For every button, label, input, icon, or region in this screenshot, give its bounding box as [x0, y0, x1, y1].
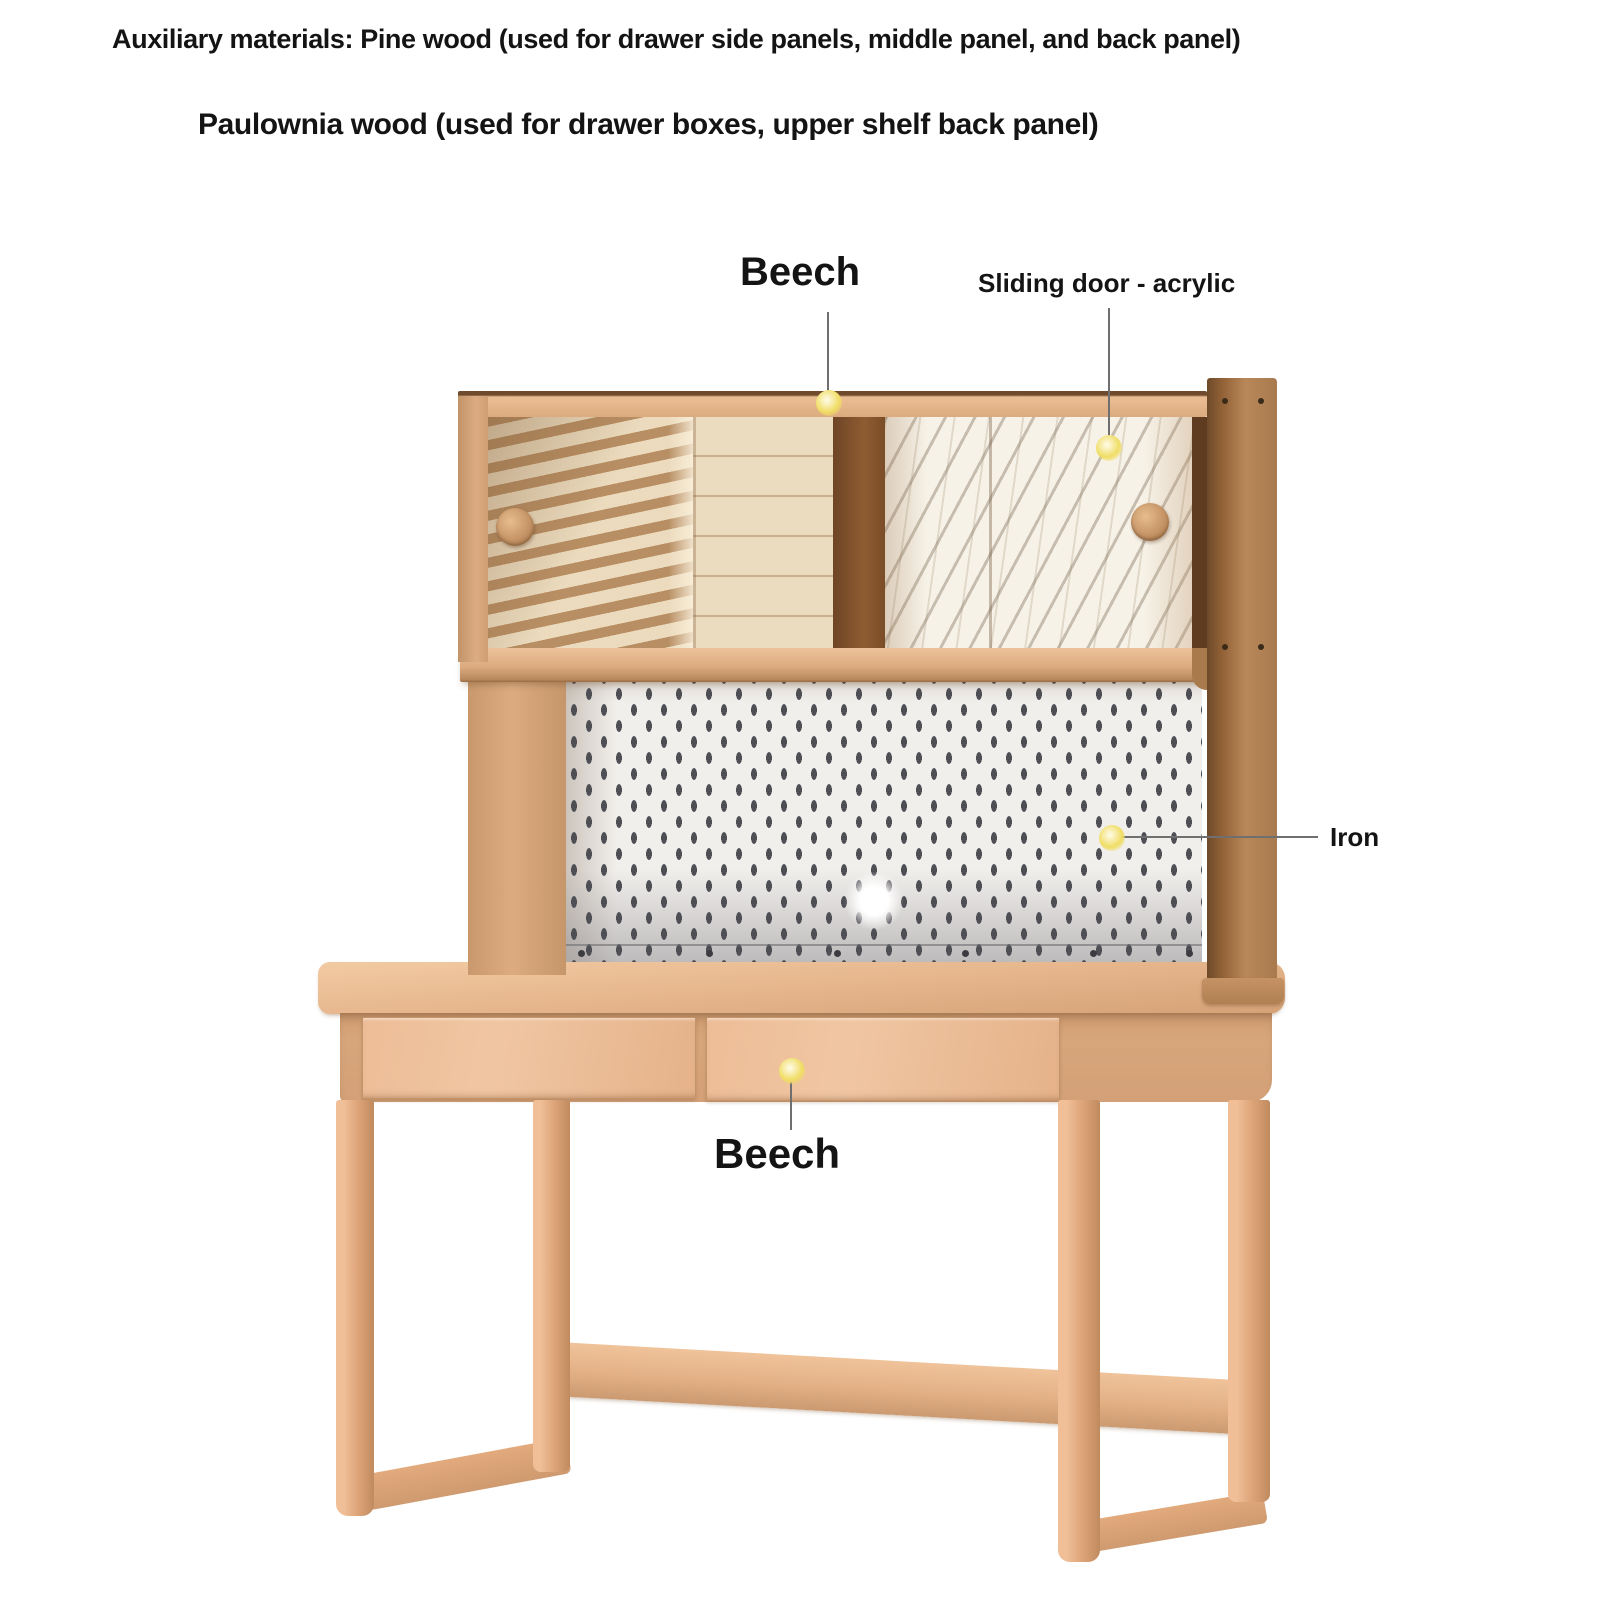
- sliding-door-cabinet: [486, 417, 1192, 648]
- pegboard-bottom-trim: [566, 944, 1202, 946]
- drawer-left: [362, 1017, 696, 1099]
- leader-line-beech-bottom: [790, 1082, 792, 1130]
- hutch-left-stile: [458, 396, 488, 662]
- header-auxiliary-materials: Auxiliary materials: Pine wood (used for drawer side panels, middle panel, and back panel): [112, 24, 1241, 54]
- header-paulownia: Paulownia wood (used for drawer boxes, upper shelf back panel): [198, 108, 1099, 141]
- cabinet-interior-back-panel: [693, 417, 833, 648]
- pegboard-screw: [578, 950, 585, 957]
- label-beech-top: Beech: [740, 250, 861, 294]
- panel-screw: [1222, 398, 1228, 404]
- panel-screw: [1258, 644, 1264, 650]
- reflection-seam: [989, 417, 992, 648]
- right-panel-base: [1202, 978, 1284, 1004]
- inner-right-leg: [1058, 1100, 1100, 1562]
- marker-dot-beech-bottom: [779, 1058, 805, 1084]
- drawer-right: [706, 1017, 1060, 1101]
- sliding-door-left-knob: [496, 508, 534, 546]
- sliding-door-right-knob: [1131, 503, 1169, 541]
- pegboard-screw: [962, 950, 969, 957]
- outer-right-leg: [1228, 1100, 1270, 1502]
- front-left-leg: [336, 1100, 374, 1516]
- leader-line-iron: [1122, 836, 1318, 838]
- marker-dot-iron: [1099, 825, 1125, 851]
- pegboard-light-reflection: [845, 872, 903, 930]
- marker-dot-sliding-door: [1096, 435, 1122, 461]
- right-panel-inner-edge: [1192, 417, 1207, 648]
- leader-line-beech-top: [827, 312, 829, 396]
- pegboard-screw: [1186, 950, 1193, 957]
- label-iron: Iron: [1330, 822, 1380, 852]
- pegboard-screw: [1090, 950, 1097, 957]
- leader-line-sliding-door: [1108, 308, 1110, 438]
- hutch-right-side-panel: [1207, 378, 1277, 992]
- desktop-surface: [318, 962, 1285, 1014]
- right-panel-curved-notch: [1192, 648, 1207, 690]
- label-sliding-door-acrylic: Sliding door - acrylic: [978, 268, 1236, 298]
- cabinet-middle-divider: [833, 417, 885, 648]
- pegboard-screw: [706, 950, 713, 957]
- desk-stretcher-bar: [554, 1342, 1238, 1434]
- panel-screw: [1222, 644, 1228, 650]
- marker-dot-beech-top: [816, 390, 842, 416]
- label-beech-bottom: Beech: [714, 1130, 841, 1177]
- pegboard-screw: [834, 950, 841, 957]
- panel-screw: [1258, 398, 1264, 404]
- rear-left-leg: [533, 1100, 570, 1472]
- hutch-shelf: [460, 648, 1204, 682]
- hutch-left-side-panel: [468, 680, 566, 975]
